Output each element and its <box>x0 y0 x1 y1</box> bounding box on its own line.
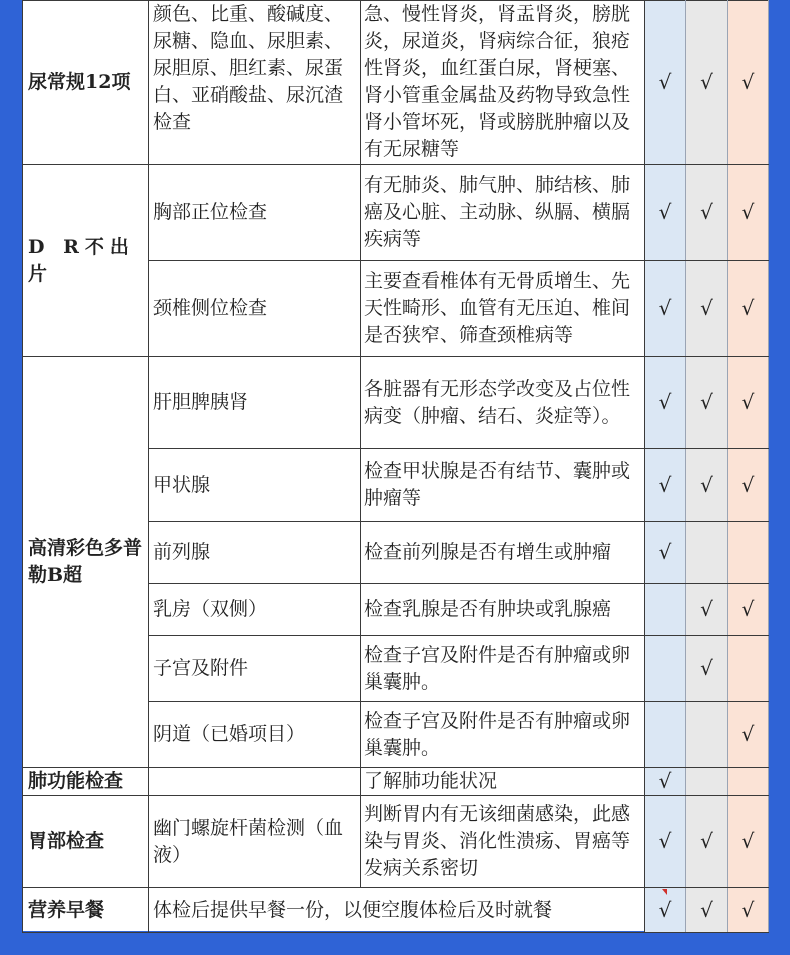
description-cell: 急、慢性肾炎，肾盂肾炎，膀胱炎，尿道炎，肾病综合征，狼疮性肾炎，血红蛋白尿，肾梗塞、肾小管重金属盐及药物导致急性肾小管坏死，肾或膀胱肿瘤以及有无尿糖等 <box>361 1 645 165</box>
checkup-table-frame <box>22 0 768 931</box>
description-cell: 体检后提供早餐一份，以便空腹体检后及时就餐 <box>149 888 645 933</box>
description-cell: 有无肺炎、肺气肿、肺结核、肺癌及心脏、主动脉、纵膈、横膈疾病等 <box>361 165 645 261</box>
table-row-lung <box>23 768 769 796</box>
package3-check: √ <box>728 165 769 261</box>
item-cell <box>149 768 361 796</box>
package1-check: √ <box>645 165 686 261</box>
category-label: D R不出片 <box>28 235 135 285</box>
description-cell: 各脏器有无形态学改变及占位性病变（肿瘤、结石、炎症等）。 <box>361 357 645 449</box>
category-cell: 营养早餐 <box>23 888 149 933</box>
item-cell: 颈椎侧位检查 <box>149 261 361 357</box>
table-row-breakfast <box>23 888 769 933</box>
package3-check: √ <box>728 584 769 636</box>
item-cell: 子宫及附件 <box>149 636 361 702</box>
package3-check: √ <box>728 1 769 165</box>
description-cell: 检查子宫及附件是否有肿瘤或卵巢囊肿。 <box>361 636 645 702</box>
item-cell: 肝胆脾胰肾 <box>149 357 361 449</box>
description-cell: 主要查看椎体有无骨质增生、先天性畸形、血管有无压迫、椎间是否狭窄、筛查颈椎病等 <box>361 261 645 357</box>
category-cell: 胃部检查 <box>23 796 149 888</box>
category-cell: 尿常规12项 <box>23 1 149 165</box>
package3-check: √ <box>728 796 769 888</box>
package2-check: √ <box>686 796 728 888</box>
package1-check: √ <box>645 768 686 796</box>
checkup-package-table <box>22 0 769 933</box>
package1-check: √ <box>645 796 686 888</box>
category-cell: 高清彩色多普勒B超 <box>23 357 149 768</box>
package1-check: √ <box>645 522 686 584</box>
package3-check: √ <box>728 449 769 522</box>
package3-check: √ <box>728 357 769 449</box>
package1-check <box>645 584 686 636</box>
package3-check: √ <box>728 888 769 933</box>
package2-check: √ <box>686 165 728 261</box>
category-cell: 肺功能检查 <box>23 768 149 796</box>
item-cell: 甲状腺 <box>149 449 361 522</box>
package2-check: √ <box>686 636 728 702</box>
package1-check: √ <box>645 357 686 449</box>
package3-check <box>728 522 769 584</box>
package2-check <box>686 702 728 768</box>
description-cell: 检查乳腺是否有肿块或乳腺癌 <box>361 584 645 636</box>
package2-check: √ <box>686 584 728 636</box>
description-cell: 判断胃内有无该细菌感染，此感染与胃炎、消化性溃疡、胃癌等发病关系密切 <box>361 796 645 888</box>
item-cell: 颜色、比重、酸碱度、尿糖、隐血、尿胆素、尿胆原、胆红素、尿蛋白、亚硝酸盐、尿沉渣检查 <box>149 1 361 165</box>
item-cell: 乳房（双侧） <box>149 584 361 636</box>
description-cell: 检查前列腺是否有增生或肿瘤 <box>361 522 645 584</box>
package2-check <box>686 768 728 796</box>
item-cell: 幽门螺旋杆菌检测（血液） <box>149 796 361 888</box>
item-cell: 阴道（已婚项目） <box>149 702 361 768</box>
package3-check: √ <box>728 702 769 768</box>
table-row-stomach <box>23 796 769 888</box>
package1-check: √ <box>645 261 686 357</box>
description-cell: 检查子宫及附件是否有肿瘤或卵巢囊肿。 <box>361 702 645 768</box>
package2-check: √ <box>686 1 728 165</box>
package1-check: √ <box>645 449 686 522</box>
package1-check <box>645 702 686 768</box>
package3-check <box>728 636 769 702</box>
package2-check: √ <box>686 357 728 449</box>
package1-check: √ <box>645 888 686 933</box>
package1-check: √ <box>645 1 686 165</box>
item-cell: 胸部正位检查 <box>149 165 361 261</box>
package2-check: √ <box>686 888 728 933</box>
description-cell: 检查甲状腺是否有结节、囊肿或肿瘤等 <box>361 449 645 522</box>
package1-check <box>645 636 686 702</box>
table-row-urine <box>23 1 769 165</box>
table-row-dr-chest <box>23 165 769 261</box>
package3-check <box>728 768 769 796</box>
description-cell: 了解肺功能状况 <box>361 768 645 796</box>
item-cell: 前列腺 <box>149 522 361 584</box>
table-row-us-liver <box>23 357 769 449</box>
category-cell <box>23 165 149 357</box>
package2-check: √ <box>686 449 728 522</box>
package3-check: √ <box>728 261 769 357</box>
package2-check: √ <box>686 261 728 357</box>
package2-check <box>686 522 728 584</box>
red-corner-marker-icon <box>662 889 667 895</box>
